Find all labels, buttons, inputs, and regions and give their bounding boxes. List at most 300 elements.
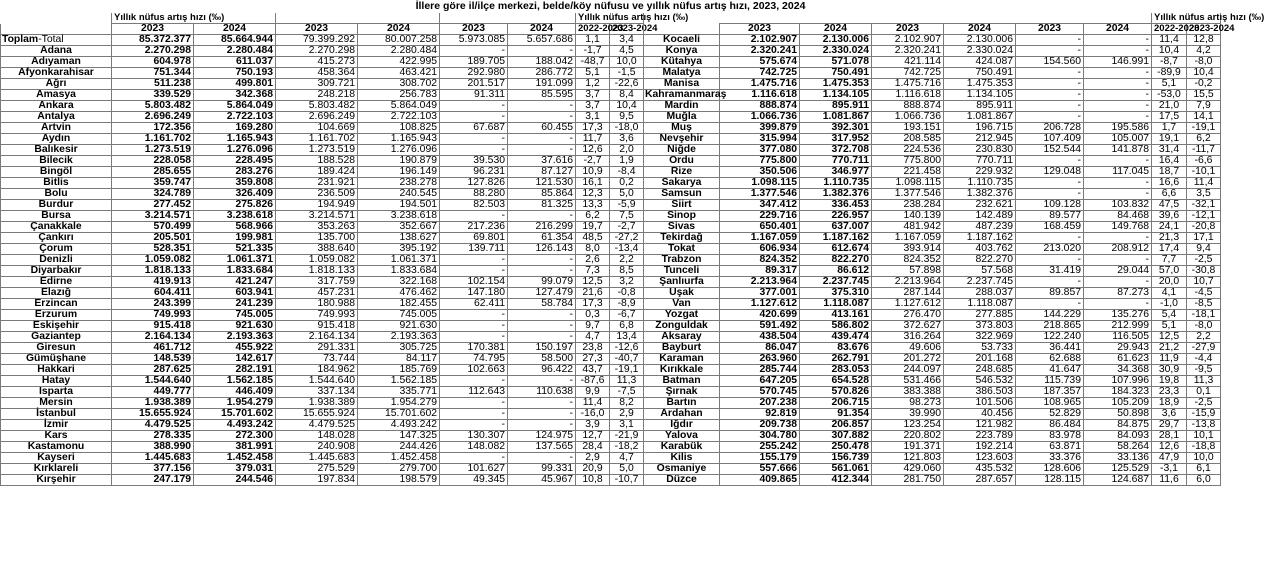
- village-population-2024: -: [508, 420, 576, 431]
- village-population-2023: -: [1016, 189, 1084, 200]
- growth-rate-2023-2024: -4,4: [1187, 354, 1221, 365]
- center-population-2024: 1.452.458: [358, 453, 440, 464]
- center-population-2024: 196.715: [944, 123, 1016, 134]
- header-year: 2023: [872, 24, 944, 35]
- header-year: 2024: [358, 24, 440, 35]
- total-population-2023: 528.351: [112, 244, 194, 255]
- village-population-2024: 29.943: [1084, 343, 1152, 354]
- province-name: Kahramanmaraş: [645, 89, 727, 100]
- growth-rate-2023-2024: 1,9: [610, 156, 644, 167]
- village-population-2023: -: [1016, 112, 1084, 123]
- total-population-2023: 2.270.298: [112, 46, 194, 57]
- village-population-2024: -: [1084, 79, 1152, 90]
- growth-rate-2022-2023: 12,6: [576, 145, 610, 156]
- center-population-2023: 2.320.241: [872, 46, 944, 57]
- province-name: Manisa: [644, 79, 720, 90]
- center-population-2023: 1.059.082: [276, 255, 358, 266]
- growth-rate-2022-2023: 4,7: [576, 332, 610, 343]
- table-row: [1, 453, 644, 464]
- center-population-2024: 53.733: [944, 343, 1016, 354]
- province-name: Malatya: [644, 68, 720, 79]
- total-population-2024: 654.528: [800, 376, 872, 387]
- province-name: Giresun: [1, 343, 112, 354]
- table-row: [1, 233, 644, 244]
- total-population-2023: 347.412: [720, 200, 800, 211]
- total-population-2023: 742.725: [720, 68, 800, 79]
- province-name: Hatay: [1, 376, 112, 387]
- table-row: [644, 409, 1221, 420]
- village-population-2023: 201.517: [440, 79, 508, 90]
- growth-rate-2023-2024: 4,5: [610, 46, 644, 57]
- total-population-2024: 1.187.162: [800, 233, 872, 244]
- center-population-2023: 5.803.482: [276, 101, 358, 112]
- province-name: Artvin: [1, 123, 112, 134]
- table-row: [644, 57, 1221, 68]
- total-population-2023: 1.066.736: [720, 112, 800, 123]
- growth-rate-2023-2024: 5,0: [610, 189, 644, 200]
- village-population-2023: 62.688: [1016, 354, 1084, 365]
- province-name: Aydın: [1, 134, 112, 145]
- village-population-2024: 85.595: [508, 90, 576, 101]
- growth-rate-2022-2023: -16,0: [576, 409, 610, 420]
- table-row: [644, 387, 1221, 398]
- growth-rate-2023-2024: -2,5: [1187, 398, 1221, 409]
- header-period: 2023-2024: [610, 24, 644, 35]
- total-population-2024: 282.191: [194, 365, 276, 376]
- growth-rate-2022-2023: 5,1: [576, 68, 610, 79]
- growth-rate-2023-2024: 7,9: [1187, 101, 1221, 112]
- village-population-2024: -: [508, 145, 576, 156]
- center-population-2023: 238.284: [872, 200, 944, 211]
- total-population-2023: 570.499: [112, 222, 194, 233]
- growth-rate-2022-2023: 31,4: [1152, 145, 1187, 156]
- table-row: [1, 354, 644, 365]
- table-row: [1, 222, 644, 233]
- village-population-2024: 58.500: [508, 354, 576, 365]
- province-name: Erzurum: [1, 310, 112, 321]
- total-population-2024: 83.676: [800, 343, 872, 354]
- village-population-2023: 147.180: [440, 288, 508, 299]
- province-name: Kütahya: [644, 57, 720, 68]
- village-population-2023: -: [1016, 233, 1084, 244]
- growth-rate-2022-2023: 11,4: [1152, 35, 1187, 46]
- total-population-2024: 455.922: [194, 343, 276, 354]
- center-population-2023: 1.445.683: [276, 453, 358, 464]
- growth-rate-2023-2024: 3,6: [610, 134, 644, 145]
- table-row: [644, 112, 1221, 123]
- center-population-2024: 277.885: [944, 310, 1016, 321]
- center-population-2024: 921.630: [358, 321, 440, 332]
- center-population-2024: 223.789: [944, 431, 1016, 442]
- province-name: Denizli: [1, 255, 112, 266]
- center-population-2023: 57.898: [872, 266, 944, 277]
- table-row: [644, 90, 1221, 101]
- total-population-2023: 888.874: [720, 101, 800, 112]
- center-population-2024: 305.725: [358, 343, 440, 354]
- center-population-2024: 121.982: [944, 420, 1016, 431]
- total-population-2024: 275.826: [194, 200, 276, 211]
- village-population-2024: 84.468: [1084, 211, 1152, 222]
- center-population-2023: 2.270.298: [276, 46, 358, 57]
- table-row: [1, 178, 644, 189]
- total-population-2023: 2.320.241: [720, 46, 800, 57]
- village-population-2024: 126.143: [508, 244, 576, 255]
- village-population-2023: 88.280: [440, 189, 508, 200]
- village-population-2023: -: [440, 46, 508, 57]
- total-population-2024: 342.368: [194, 90, 276, 101]
- total-population-2024: 2.722.103: [194, 112, 276, 123]
- center-population-2023: 1.098.115: [872, 178, 944, 189]
- table-row: [644, 145, 1221, 156]
- total-population-2023: 915.418: [112, 321, 194, 332]
- table-row: [644, 288, 1221, 299]
- province-name: Yozgat: [644, 310, 720, 321]
- center-population-2023: 1.066.736: [872, 112, 944, 123]
- growth-rate-2022-2023: -1,7: [576, 46, 610, 57]
- province-name: Sivas: [644, 222, 720, 233]
- village-population-2024: 150.197: [508, 343, 576, 354]
- growth-rate-2022-2023: 9,9: [576, 387, 610, 398]
- growth-rate-2023-2024: -27,2: [610, 233, 644, 244]
- village-population-2023: -: [1016, 35, 1084, 46]
- village-population-2023: -: [440, 112, 508, 123]
- right-header-rate-label: Yıllık nüfus artış hızı (‰): [1152, 13, 1221, 24]
- center-population-2024: 822.270: [944, 255, 1016, 266]
- total-label: Toplam: [2, 34, 39, 45]
- total-population-2024: 822.270: [800, 255, 872, 266]
- center-population-2023: 98.273: [872, 398, 944, 409]
- growth-rate-2023-2024: -20,8: [1187, 222, 1221, 233]
- village-population-2024: 195.586: [1084, 123, 1152, 134]
- village-population-2023: 74.795: [440, 354, 508, 365]
- table-row: [644, 211, 1221, 222]
- growth-rate-2022-2023: 2,6: [576, 255, 610, 266]
- village-population-2023: 33.376: [1016, 453, 1084, 464]
- growth-rate-2022-2023: 19,8: [1152, 376, 1187, 387]
- table-row: [1, 398, 644, 409]
- total-population-2023: 1.116.618: [720, 90, 800, 101]
- center-population-2023: 236.509: [276, 189, 358, 200]
- table-row: [1, 211, 644, 222]
- center-population-2023: 148.028: [276, 431, 358, 442]
- center-population-2024: 1.562.185: [358, 376, 440, 387]
- total-population-2023: 2.102.907: [720, 35, 800, 46]
- village-population-2024: 188.042: [508, 57, 576, 68]
- center-population-2024: 288.037: [944, 288, 1016, 299]
- village-population-2023: 128.606: [1016, 464, 1084, 475]
- center-population-2023: 1.818.133: [276, 266, 358, 277]
- center-population-2023: 73.744: [276, 354, 358, 365]
- center-population-2024: 322.168: [358, 277, 440, 288]
- province-name: [1, 35, 112, 46]
- province-name: Muş: [644, 123, 720, 134]
- center-population-2023: 180.988: [276, 299, 358, 310]
- total-population-2023: 461.712: [112, 343, 194, 354]
- province-name: Amasya: [1, 90, 112, 101]
- total-population-2023: 172.356: [112, 123, 194, 134]
- table-row: [1, 266, 644, 277]
- center-population-2024: 386.503: [944, 387, 1016, 398]
- center-population-2024: 256.783: [358, 90, 440, 101]
- growth-rate-2022-2023: 17,5: [1152, 112, 1187, 123]
- table-row: [644, 354, 1221, 365]
- village-population-2024: 125.529: [1084, 464, 1152, 475]
- center-population-2024: 1.382.376: [944, 189, 1016, 200]
- total-population-2024: 2.237.745: [800, 277, 872, 288]
- center-population-2024: 750.491: [944, 68, 1016, 79]
- total-population-2023: 399.879: [720, 123, 800, 134]
- total-population-2024: 5.864.049: [194, 101, 276, 112]
- total-population-2024: 1.276.096: [194, 145, 276, 156]
- growth-rate-2022-2023: 28,4: [576, 442, 610, 453]
- growth-rate-2022-2023: -1,0: [1152, 299, 1187, 310]
- center-population-2023: 2.696.249: [276, 112, 358, 123]
- total-population-2024: 381.991: [194, 442, 276, 453]
- village-population-2024: -: [508, 409, 576, 420]
- village-population-2023: 206.728: [1016, 123, 1084, 134]
- growth-rate-2022-2023: 6,6: [1152, 189, 1187, 200]
- center-population-2023: 140.139: [872, 211, 944, 222]
- center-population-2023: 188.528: [276, 156, 358, 167]
- growth-rate-2023-2024: -21,9: [610, 431, 644, 442]
- village-population-2024: 33.136: [1084, 453, 1152, 464]
- total-population-2023: 285.655: [112, 167, 194, 178]
- village-population-2024: 50.898: [1084, 409, 1152, 420]
- village-population-2024: 149.768: [1084, 222, 1152, 233]
- center-population-2024: 308.702: [358, 79, 440, 90]
- table-row: [1, 431, 644, 442]
- growth-rate-2022-2023: 16,1: [576, 178, 610, 189]
- total-population-2024: 571.078: [800, 57, 872, 68]
- village-population-2023: 69.801: [440, 233, 508, 244]
- table-row: [1, 376, 644, 387]
- center-population-2023: 316.264: [872, 332, 944, 343]
- growth-rate-2023-2024: 6,2: [1187, 134, 1221, 145]
- total-population-2024: 1.452.458: [194, 453, 276, 464]
- village-population-2024: 184.323: [1084, 387, 1152, 398]
- village-population-2023: -: [440, 398, 508, 409]
- growth-rate-2022-2023: -2,7: [576, 156, 610, 167]
- total-population-2023: 647.205: [720, 376, 800, 387]
- village-population-2024: -: [1084, 189, 1152, 200]
- center-population-2024: 2.130.006: [944, 35, 1016, 46]
- center-population-2024: 2.330.024: [944, 46, 1016, 57]
- village-population-2023: 52.829: [1016, 409, 1084, 420]
- village-population-2024: -: [508, 112, 576, 123]
- village-population-2024: -: [508, 134, 576, 145]
- total-population-2023: 511.238: [112, 79, 194, 90]
- table-row: [1, 442, 644, 453]
- province-name: Kırşehir: [1, 475, 112, 486]
- total-population-2023: 2.696.249: [112, 112, 194, 123]
- growth-rate-2022-2023: -3,1: [1152, 464, 1187, 475]
- village-population-2023: 83.978: [1016, 431, 1084, 442]
- village-population-2024: 127.479: [508, 288, 576, 299]
- table-row: [1, 420, 644, 431]
- province-name: Osmaniye: [644, 464, 720, 475]
- table-row: [1, 57, 644, 68]
- total-population-2024: 3.238.618: [194, 211, 276, 222]
- growth-rate-2023-2024: -7,5: [610, 387, 644, 398]
- village-population-2023: -: [1016, 277, 1084, 288]
- center-population-2023: 458.364: [276, 68, 358, 79]
- province-name: Uşak: [644, 288, 720, 299]
- village-population-2023: 63.871: [1016, 442, 1084, 453]
- growth-rate-2022-2023: 1,7: [1152, 123, 1187, 134]
- center-population-2023: 15.655.924: [276, 409, 358, 420]
- growth-rate-2023-2024: 17,1: [1187, 233, 1221, 244]
- center-population-2023: 191.371: [872, 442, 944, 453]
- total-population-2024: 499.801: [194, 79, 276, 90]
- center-population-2023: 317.759: [276, 277, 358, 288]
- table-row: [1, 310, 644, 321]
- growth-rate-2023-2024: 2,9: [610, 409, 644, 420]
- center-population-2023: 221.458: [872, 167, 944, 178]
- table-row: [1, 244, 644, 255]
- center-population-2024: 101.506: [944, 398, 1016, 409]
- growth-rate-2022-2023: 10,4: [1152, 46, 1187, 57]
- growth-rate-2022-2023: 3,9: [576, 420, 610, 431]
- province-name: Adana: [1, 46, 112, 57]
- growth-rate-2022-2023: 12,5: [1152, 332, 1187, 343]
- total-population-2024: 612.674: [800, 244, 872, 255]
- total-population-2024: 241.239: [194, 299, 276, 310]
- province-name: Bolu: [1, 189, 112, 200]
- growth-rate-2023-2024: -19,1: [1187, 123, 1221, 134]
- center-population-2023: 915.418: [276, 321, 358, 332]
- header-year: 2024: [944, 24, 1016, 35]
- total-population-2024: 226.957: [800, 211, 872, 222]
- total-population-2023: 3.214.571: [112, 211, 194, 222]
- province-name: Ağrı: [1, 79, 112, 90]
- center-population-2023: 194.949: [276, 200, 358, 211]
- total-population-2024: 750.491: [800, 68, 872, 79]
- province-name: Bartın: [644, 398, 720, 409]
- growth-rate-2023-2024: -30,8: [1187, 266, 1221, 277]
- table-row: [644, 453, 1221, 464]
- village-population-2024: 96.422: [508, 365, 576, 376]
- center-population-2024: 5.864.049: [358, 101, 440, 112]
- total-population-2023: 278.335: [112, 431, 194, 442]
- header-year: 2024: [1084, 24, 1152, 35]
- center-population-2024: 770.711: [944, 156, 1016, 167]
- growth-rate-2023-2024: -18,1: [1187, 310, 1221, 321]
- center-population-2024: 212.945: [944, 134, 1016, 145]
- growth-rate-2023-2024: -0,8: [610, 288, 644, 299]
- center-population-2023: 189.424: [276, 167, 358, 178]
- village-population-2024: 99.331: [508, 464, 576, 475]
- growth-rate-2023-2024: -18,2: [610, 442, 644, 453]
- growth-rate-2022-2023: -8,7: [1152, 57, 1187, 68]
- growth-rate-2022-2023: 16,6: [1152, 178, 1187, 189]
- center-population-2024: 2.280.484: [358, 46, 440, 57]
- village-population-2024: -: [1084, 101, 1152, 112]
- village-population-2024: -: [1084, 233, 1152, 244]
- center-population-2024: 424.087: [944, 57, 1016, 68]
- total-population-2023: 1.167.059: [720, 233, 800, 244]
- total-population-2024: 750.193: [194, 68, 276, 79]
- growth-rate-2023-2024: -12,1: [1187, 211, 1221, 222]
- table-row: [644, 431, 1221, 442]
- center-population-2023: 287.144: [872, 288, 944, 299]
- growth-rate-2023-2024: -11,7: [1187, 145, 1221, 156]
- center-population-2024: 123.603: [944, 453, 1016, 464]
- center-population-2023: 775.800: [872, 156, 944, 167]
- table-row: [1, 475, 644, 486]
- province-name: Karaman: [644, 354, 720, 365]
- village-population-2024: 105.209: [1084, 398, 1152, 409]
- total-population-2023: 92.819: [720, 409, 800, 420]
- growth-rate-2022-2023: 8,0: [576, 244, 610, 255]
- village-population-2024: -: [1084, 178, 1152, 189]
- total-population-2024: 745.005: [194, 310, 276, 321]
- growth-rate-2023-2024: -19,1: [610, 365, 644, 376]
- village-population-2023: 152.544: [1016, 145, 1084, 156]
- center-population-2024: 138.627: [358, 233, 440, 244]
- growth-rate-2022-2023: 20,0: [1152, 277, 1187, 288]
- total-population-2024: 85.664.944: [194, 35, 276, 46]
- village-population-2024: -: [1084, 255, 1152, 266]
- total-population-2024: 637.007: [800, 222, 872, 233]
- growth-rate-2023-2024: 7,5: [610, 211, 644, 222]
- center-population-2023: 531.466: [872, 376, 944, 387]
- village-population-2023: -: [1016, 90, 1084, 101]
- village-population-2024: 135.276: [1084, 310, 1152, 321]
- growth-rate-2023-2024: -1,5: [610, 68, 644, 79]
- province-name: Afyonkarahisar: [1, 68, 112, 79]
- village-population-2024: -: [508, 310, 576, 321]
- center-population-2023: 1.273.519: [276, 145, 358, 156]
- growth-rate-2022-2023: 3,7: [576, 90, 610, 101]
- total-population-2023: 2.213.964: [720, 277, 800, 288]
- table-row: [644, 376, 1221, 387]
- center-population-2024: 192.214: [944, 442, 1016, 453]
- table-row: [1, 90, 644, 101]
- center-population-2024: 745.005: [358, 310, 440, 321]
- center-population-2024: 895.911: [944, 101, 1016, 112]
- growth-rate-2023-2024: 10,0: [1187, 453, 1221, 464]
- village-population-2024: -: [1084, 156, 1152, 167]
- total-population-2024: 272.300: [194, 431, 276, 442]
- table-row: [644, 244, 1221, 255]
- center-population-2024: 244.426: [358, 442, 440, 453]
- village-population-2023: -: [440, 409, 508, 420]
- center-population-2024: 1.081.867: [944, 112, 1016, 123]
- province-name: Ankara: [1, 101, 112, 112]
- total-population-2024: 336.453: [800, 200, 872, 211]
- province-name: Balıkesir: [1, 145, 112, 156]
- village-population-2023: -: [440, 310, 508, 321]
- growth-rate-2023-2024: -12,6: [610, 343, 644, 354]
- total-population-2023: 775.800: [720, 156, 800, 167]
- center-population-2024: 1.187.162: [944, 233, 1016, 244]
- village-population-2023: 89.577: [1016, 211, 1084, 222]
- total-population-2023: 155.179: [720, 453, 800, 464]
- village-population-2024: 216.299: [508, 222, 576, 233]
- growth-rate-2023-2024: -32,1: [1187, 200, 1221, 211]
- province-name: Kırklareli: [1, 464, 112, 475]
- village-population-2024: 124.687: [1084, 475, 1152, 486]
- total-population-2023: 339.529: [112, 90, 194, 101]
- village-population-2023: -: [1016, 101, 1084, 112]
- total-population-2024: 521.335: [194, 244, 276, 255]
- center-population-2024: 15.701.602: [358, 409, 440, 420]
- table-row: [644, 68, 1221, 79]
- center-population-2024: 194.501: [358, 200, 440, 211]
- village-population-2023: 189.705: [440, 57, 508, 68]
- left-header-years-row: [1, 24, 644, 35]
- total-population-2024: 2.280.484: [194, 46, 276, 57]
